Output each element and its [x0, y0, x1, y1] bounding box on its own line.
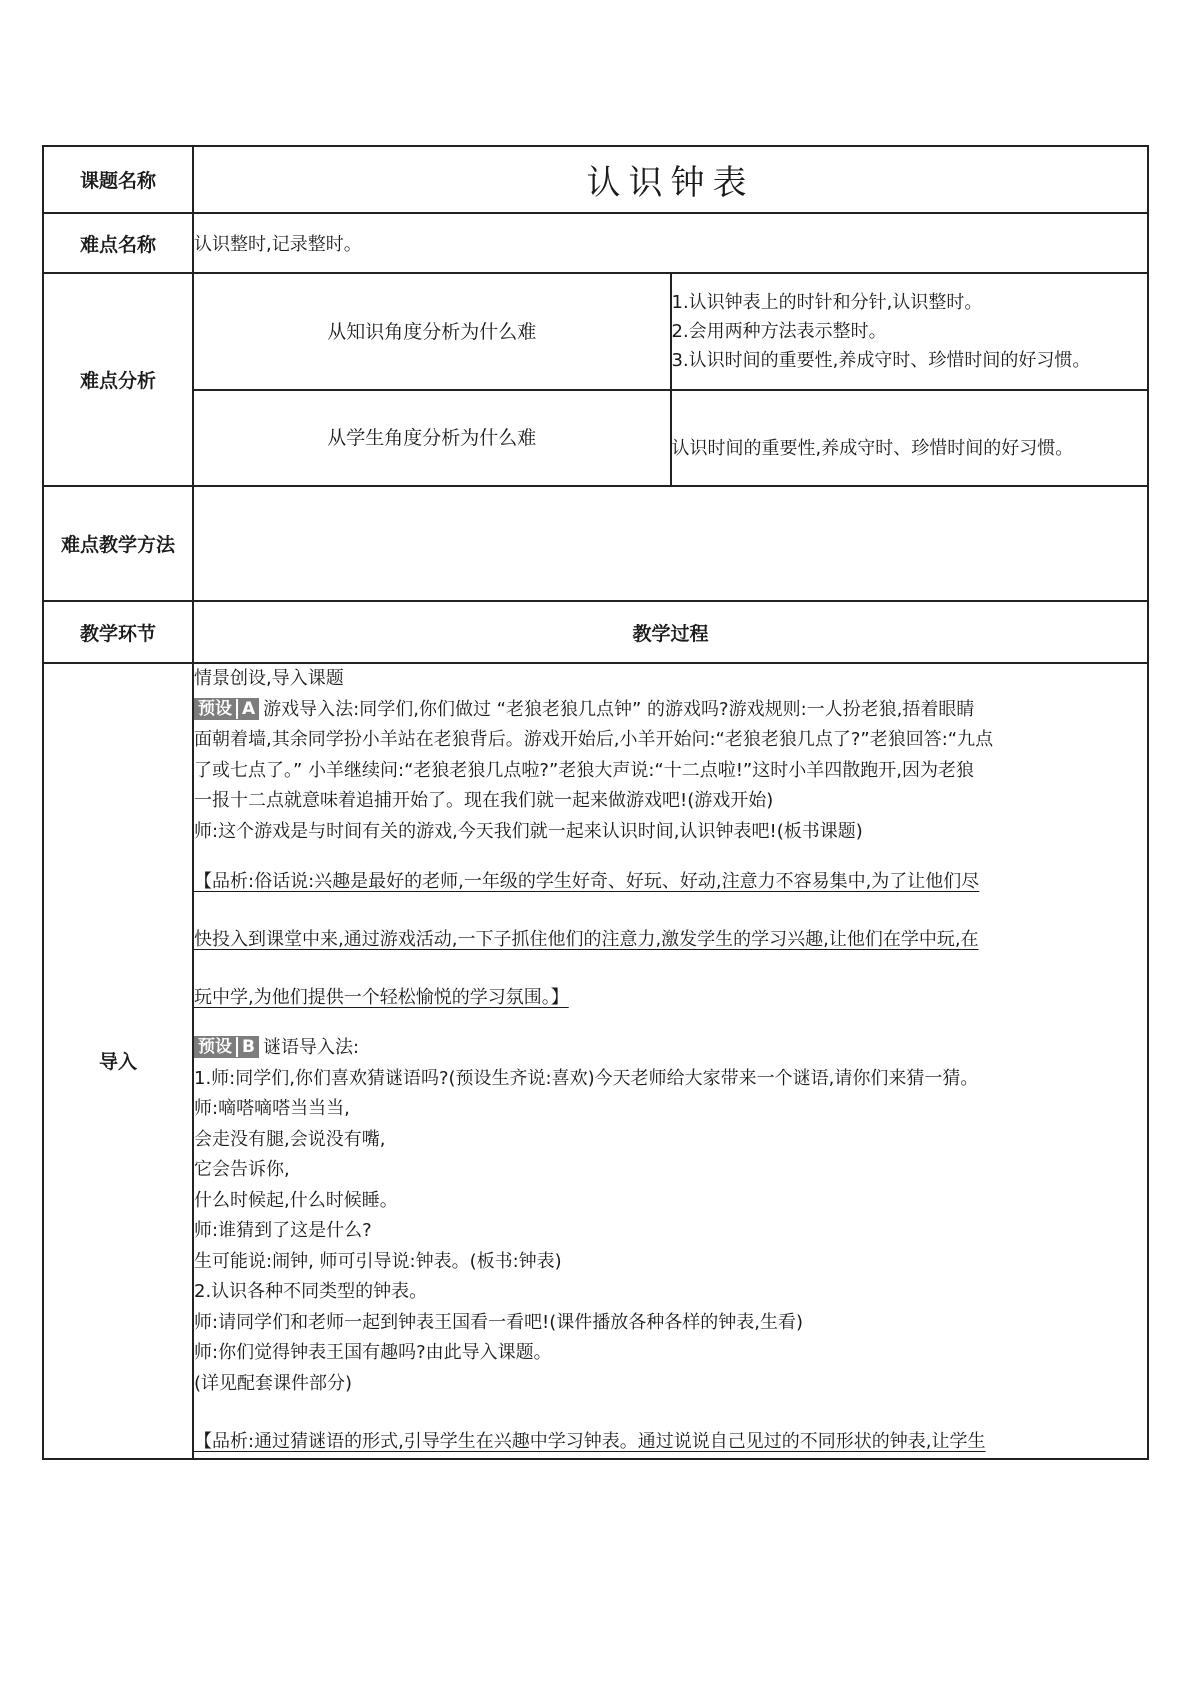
analysis-line: 玩中学,为他们提供一个轻松愉悦的学习氛围。】: [194, 987, 569, 1008]
preset-b-analysis: 【品析:通过猜谜语的形式,引导学生在兴趣中学习钟表。通过说说自己见过的不同形状的钟表,让学生: [194, 1431, 986, 1452]
topic-title: 认识钟表: [193, 146, 1148, 213]
knowledge-item: 1.认识钟表上的时针和分针,认识整时。: [671, 292, 983, 313]
preset-a-line: 面朝着墙,其余同学扮小羊站在老狼背后。游戏开始后,小羊开始问:“老狼老狼几点了?”老狼回答:“九点: [194, 729, 994, 750]
analysis-line: 快投入到课堂中来,通过游戏活动,一下子抓住他们的注意力,激发学生的学习兴趣,让他们在学中玩,在: [194, 929, 979, 950]
knowledge-item: 3.认识时间的重要性,养成守时、珍惜时间的好习惯。: [671, 350, 1091, 371]
stage-label: 教学环节: [43, 601, 193, 663]
preset-b-line: 师:谁猜到了这是什么?: [194, 1220, 372, 1241]
preset-a-line: 一报十二点就意味着追捕开始了。现在我们就一起来做游戏吧!(游戏开始): [194, 790, 774, 811]
preset-b-line: 2.认识各种不同类型的钟表。: [194, 1281, 428, 1302]
preset-b-line: 什么时候起,什么时候睡。: [194, 1189, 398, 1211]
lesson-plan-table: [42, 145, 1149, 1460]
method-label: 难点教学方法: [43, 486, 193, 601]
preset-a-line: [194, 695, 1147, 726]
process-label: 教学过程: [193, 601, 1148, 663]
preset-a-text: 游戏导入法:同学们,你们做过 “老狼老狼几点钟” 的游戏吗?游戏规则:一人扮老狼,捂着眼睛: [263, 698, 975, 720]
analysis-line: 【品析:俗话说:兴趣是最好的老师,一年级的学生好奇、好玩、好动,注意力不容易集中,为了让他们尽: [194, 871, 980, 892]
preset-b-line: 生可能说:闹钟, 师可引导说:钟表。(板书:钟表): [194, 1250, 562, 1272]
intro-body: [193, 663, 1148, 1459]
difficulty-label: 难点名称: [43, 213, 193, 273]
preset-a-line: 了或七点了。” 小羊继续问:“老狼老狼几点啦?”老狼大声说:“十二点啦!”这时小羊四散跑开,因为老狼: [194, 759, 974, 781]
preset-a-analysis: [194, 847, 1147, 1027]
preset-b-line: 师:嘀嗒嘀嗒当当当,: [194, 1098, 350, 1119]
topic-label: 课题名称: [43, 146, 193, 213]
student-angle-label: 从学生角度分析为什么难: [193, 390, 671, 486]
analysis-label: 难点分析: [43, 273, 193, 486]
difficulty-value: 认识整时,记录整时。: [193, 213, 1148, 273]
intro-label: 导入: [43, 663, 193, 1459]
preset-b-line: (详见配套课件部分): [194, 1372, 353, 1394]
knowledge-angle-label: 从知识角度分析为什么难: [193, 273, 671, 390]
preset-a-tag: 预设 A: [194, 698, 259, 720]
preset-b-line: 师:你们觉得钟表王国有趣吗?由此导入课题。: [194, 1342, 552, 1363]
knowledge-item: 2.会用两种方法表示整时。: [671, 321, 887, 342]
preset-b-line: 它会告诉你,: [194, 1159, 290, 1180]
preset-b-line: 会走没有腿,会说没有嘴,: [194, 1128, 386, 1150]
preset-b-title: 谜语导入法:: [262, 1037, 360, 1058]
student-angle-value: 认识时间的重要性,养成守时、珍惜时间的好习惯。: [671, 390, 1149, 486]
preset-b-line: 师:请同学们和老师一起到钟表王国看一看吧!(课件播放各种各样的钟表,生看): [194, 1311, 804, 1333]
preset-a-line: 师:这个游戏是与时间有关的游戏,今天我们就一起来认识时间,认识钟表吧!(板书课题): [194, 820, 863, 842]
preset-b-line: 1.师:同学们,你们喜欢猜谜语吗?(预设生齐说:喜欢)今天老师给大家带来一个谜语,请你们来猜一猜。: [194, 1067, 979, 1089]
preset-b-line: [194, 1033, 1147, 1064]
preset-b-tag: 预设 B: [194, 1036, 259, 1058]
knowledge-angle-list: [671, 273, 1149, 390]
intro-heading: 情景创设,导入课题: [194, 668, 344, 689]
method-value: [193, 486, 1148, 601]
